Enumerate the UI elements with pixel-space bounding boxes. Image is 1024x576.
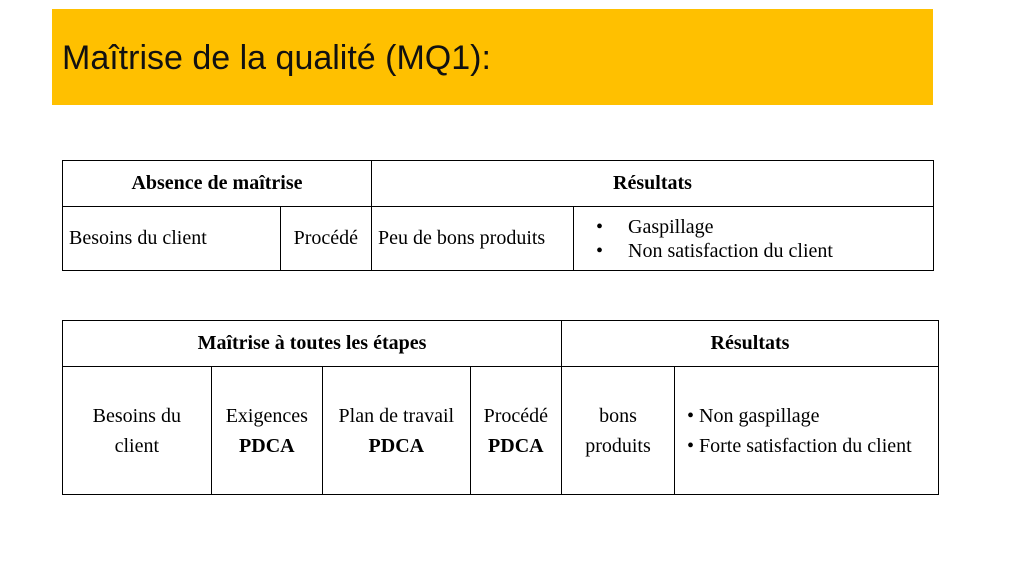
results-header-1: Résultats	[372, 161, 934, 207]
cell-results-2	[675, 367, 939, 495]
cell-procede-2: Procédé PDCA	[470, 367, 561, 495]
cell-besoins-client: Besoins du client	[63, 207, 281, 271]
results-header-2: Résultats	[562, 321, 939, 367]
bullet-non-gaspillage: • Non gaspillage	[687, 404, 820, 427]
absence-header: Absence de maîtrise	[63, 161, 372, 207]
cell-bons-produits: bons produits	[562, 367, 675, 495]
maitrise-table	[62, 320, 939, 495]
bullet-forte-satisfaction: • Forte satisfaction du client	[687, 434, 912, 457]
slide-title: Maîtrise de la qualité (MQ1):	[62, 39, 491, 77]
cell-results-1	[574, 207, 934, 271]
cell-procede: Procédé	[280, 207, 371, 271]
bullet-non-satisfaction: • Non satisfaction du client	[596, 239, 933, 263]
cell-besoins-client-2: Besoins du client	[63, 367, 212, 495]
absence-table	[62, 160, 934, 271]
cell-peu-bons-produits: Peu de bons produits	[372, 207, 574, 271]
cell-exigences: Exigences PDCA	[211, 367, 322, 495]
title-bar	[52, 9, 933, 105]
bullet-gaspillage: • Gaspillage	[596, 215, 933, 239]
maitrise-header: Maîtrise à toutes les étapes	[63, 321, 562, 367]
cell-plan-travail: Plan de travail PDCA	[323, 367, 471, 495]
